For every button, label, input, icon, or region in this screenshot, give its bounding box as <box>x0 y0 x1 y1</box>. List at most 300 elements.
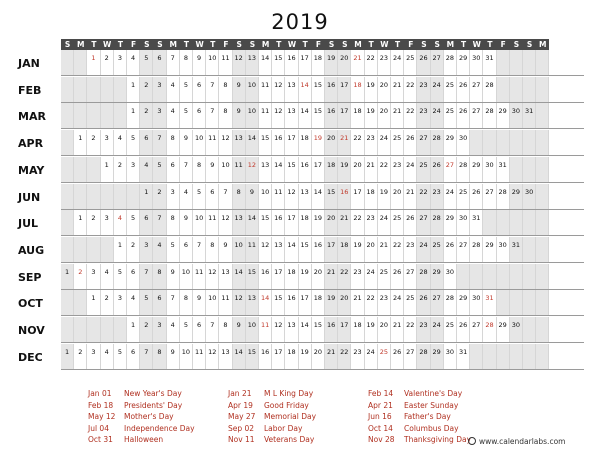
holiday-name: Presidents' Day <box>124 400 183 410</box>
day-cell: 5 <box>114 344 127 369</box>
day-cell: 26 <box>404 210 417 235</box>
day-cell: 3 <box>140 237 153 262</box>
month-label: OCT <box>18 297 43 311</box>
day-cell: 10 <box>193 210 206 235</box>
day-cell: 12 <box>233 50 246 75</box>
empty-cell <box>74 157 87 182</box>
day-cell: 20 <box>312 344 325 369</box>
weekday-header: M <box>444 39 457 50</box>
day-cell: 15 <box>259 210 272 235</box>
day-cell: 23 <box>404 237 417 262</box>
holiday-name: Thanksgiving Day <box>404 435 472 444</box>
day-cell: 14 <box>272 157 285 182</box>
day-cell: 8 <box>180 50 193 75</box>
day-cell: 28 <box>417 344 430 369</box>
day-cell: 8 <box>153 264 166 289</box>
empty-cell <box>536 344 549 369</box>
day-cell: 8 <box>167 210 180 235</box>
day-cell: 12 <box>246 157 259 182</box>
holiday-item <box>368 434 471 446</box>
weekday-header: T <box>299 39 312 50</box>
day-cell: 21 <box>391 103 404 128</box>
day-cell: 16 <box>299 157 312 182</box>
day-cell: 10 <box>233 237 246 262</box>
day-cell: 15 <box>272 50 285 75</box>
day-cell: 5 <box>114 264 127 289</box>
day-cell: 25 <box>404 50 417 75</box>
day-cell: 3 <box>153 103 166 128</box>
day-cell: 16 <box>312 237 325 262</box>
day-cell: 31 <box>497 157 510 182</box>
weekday-header: M <box>74 39 87 50</box>
day-cell: 13 <box>233 130 246 155</box>
month-label: JUN <box>18 190 41 204</box>
day-cell: 26 <box>417 290 430 315</box>
day-cell: 19 <box>312 130 325 155</box>
day-cell: 15 <box>312 103 325 128</box>
holiday-item <box>88 434 195 446</box>
day-cell: 12 <box>259 237 272 262</box>
weekday-header: S <box>523 39 536 50</box>
holiday-column-1 <box>88 388 195 446</box>
day-cell: 29 <box>444 210 457 235</box>
day-cell: 23 <box>378 50 391 75</box>
weekday-header: T <box>365 39 378 50</box>
day-cell: 21 <box>351 290 364 315</box>
weekday-header: W <box>193 39 206 50</box>
day-cell: 1 <box>87 50 100 75</box>
day-cell: 29 <box>431 344 444 369</box>
holiday-item <box>88 388 195 400</box>
row-divider <box>61 369 584 370</box>
day-cell: 13 <box>285 317 298 342</box>
day-cell: 9 <box>180 130 193 155</box>
day-cell: 19 <box>338 157 351 182</box>
day-cell: 22 <box>404 103 417 128</box>
holiday-name: Memorial Day <box>264 412 317 421</box>
day-cell: 11 <box>259 77 272 102</box>
day-cell: 11 <box>219 290 232 315</box>
day-cell: 1 <box>140 184 153 209</box>
day-cell: 22 <box>351 130 364 155</box>
weekday-header: S <box>417 39 430 50</box>
day-cell: 8 <box>153 344 166 369</box>
day-cell: 1 <box>127 317 140 342</box>
day-cell: 4 <box>140 157 153 182</box>
weekday-header: W <box>101 39 114 50</box>
empty-cell <box>87 77 100 102</box>
day-cell: 17 <box>299 50 312 75</box>
day-cell: 2 <box>140 103 153 128</box>
day-cell: 29 <box>444 130 457 155</box>
day-cell: 8 <box>193 157 206 182</box>
day-cell: 27 <box>404 264 417 289</box>
empty-cell <box>87 157 100 182</box>
day-cell: 7 <box>180 157 193 182</box>
day-cell: 16 <box>259 344 272 369</box>
day-cell: 29 <box>470 157 483 182</box>
day-cell: 19 <box>325 50 338 75</box>
holiday-date: Apr 19 <box>228 400 253 410</box>
day-cell: 24 <box>378 130 391 155</box>
weekday-header: F <box>127 39 140 50</box>
day-cell: 20 <box>378 77 391 102</box>
day-cell: 17 <box>285 210 298 235</box>
empty-cell <box>87 317 100 342</box>
day-cell: 19 <box>365 317 378 342</box>
empty-cell <box>74 77 87 102</box>
day-cell: 18 <box>299 210 312 235</box>
day-cell: 3 <box>87 344 100 369</box>
empty-cell <box>536 103 549 128</box>
day-cell: 27 <box>470 77 483 102</box>
empty-cell <box>536 290 549 315</box>
day-cell: 18 <box>338 237 351 262</box>
day-cell: 31 <box>457 344 470 369</box>
day-cell: 21 <box>338 130 351 155</box>
day-cell: 14 <box>259 290 272 315</box>
empty-cell <box>61 237 74 262</box>
day-cell: 19 <box>365 103 378 128</box>
day-cell: 20 <box>325 130 338 155</box>
day-cell: 28 <box>444 50 457 75</box>
empty-cell <box>87 237 100 262</box>
holiday-date: Jan 21 <box>228 389 252 398</box>
day-cell: 25 <box>391 210 404 235</box>
day-cell: 9 <box>193 50 206 75</box>
holiday-date: Jun 16 <box>368 412 392 421</box>
day-cell: 7 <box>167 290 180 315</box>
day-cell: 17 <box>338 103 351 128</box>
day-cell: 2 <box>114 157 127 182</box>
holiday-date: Oct 31 <box>88 435 113 444</box>
day-cell: 13 <box>285 103 298 128</box>
day-cell: 26 <box>431 157 444 182</box>
empty-cell <box>523 317 536 342</box>
empty-cell <box>61 103 74 128</box>
day-cell: 6 <box>127 344 140 369</box>
day-cell: 15 <box>299 237 312 262</box>
day-cell: 24 <box>444 184 457 209</box>
empty-cell <box>61 130 74 155</box>
day-cell: 17 <box>285 130 298 155</box>
day-cell: 29 <box>457 50 470 75</box>
holiday-date: Nov 11 <box>228 435 255 444</box>
day-cell: 10 <box>246 317 259 342</box>
day-cell: 29 <box>510 184 523 209</box>
day-cell: 27 <box>431 290 444 315</box>
day-cell: 29 <box>483 237 496 262</box>
day-cell: 12 <box>272 103 285 128</box>
holiday-date: Feb 14 <box>368 389 394 398</box>
month-label: SEP <box>18 270 42 284</box>
day-cell: 28 <box>470 237 483 262</box>
day-cell: 1 <box>101 157 114 182</box>
empty-cell <box>523 237 536 262</box>
day-cell: 4 <box>167 317 180 342</box>
day-cell: 6 <box>193 103 206 128</box>
day-cell: 23 <box>431 184 444 209</box>
empty-cell <box>483 264 496 289</box>
day-cell: 27 <box>444 157 457 182</box>
day-cell: 3 <box>153 317 166 342</box>
day-cell: 4 <box>101 344 114 369</box>
day-cell: 20 <box>312 264 325 289</box>
day-cell: 19 <box>351 237 364 262</box>
day-cell: 1 <box>61 344 74 369</box>
holiday-item <box>228 400 316 412</box>
weekday-header: W <box>470 39 483 50</box>
day-cell: 1 <box>127 77 140 102</box>
holiday-name: Mother's Day <box>124 412 174 421</box>
empty-cell <box>101 317 114 342</box>
weekday-header: T <box>114 39 127 50</box>
day-cell: 21 <box>325 344 338 369</box>
day-cell: 11 <box>272 184 285 209</box>
empty-cell <box>74 237 87 262</box>
holiday-name: Good Friday <box>264 400 309 410</box>
day-cell: 7 <box>167 50 180 75</box>
day-cell: 11 <box>259 103 272 128</box>
empty-cell <box>536 130 549 155</box>
day-cell: 16 <box>325 103 338 128</box>
day-cell: 26 <box>391 344 404 369</box>
day-cell: 8 <box>233 184 246 209</box>
day-cell: 22 <box>351 210 364 235</box>
day-cell: 13 <box>219 264 232 289</box>
day-cell: 3 <box>87 264 100 289</box>
day-cell: 30 <box>444 344 457 369</box>
day-cell: 11 <box>233 157 246 182</box>
day-cell: 2 <box>153 184 166 209</box>
day-cell: 9 <box>246 184 259 209</box>
holiday-name: Easter Sunday <box>404 400 459 410</box>
day-cell: 6 <box>127 264 140 289</box>
day-cell: 24 <box>431 317 444 342</box>
weekday-header: T <box>483 39 496 50</box>
day-cell: 20 <box>378 317 391 342</box>
day-cell: 31 <box>523 103 536 128</box>
day-cell: 21 <box>378 237 391 262</box>
day-cell: 27 <box>417 130 430 155</box>
empty-cell <box>497 210 510 235</box>
holiday-name: Father's Day <box>404 412 451 421</box>
day-cell: 31 <box>510 237 523 262</box>
day-cell: 6 <box>206 184 219 209</box>
day-cell: 6 <box>153 50 166 75</box>
day-cell: 6 <box>180 237 193 262</box>
empty-cell <box>523 264 536 289</box>
empty-cell <box>61 210 74 235</box>
day-cell: 11 <box>193 344 206 369</box>
day-cell: 25 <box>378 344 391 369</box>
day-cell: 27 <box>470 103 483 128</box>
day-cell: 20 <box>325 210 338 235</box>
empty-cell <box>114 77 127 102</box>
weekday-header: S <box>140 39 153 50</box>
day-cell: 5 <box>180 317 193 342</box>
day-cell: 28 <box>444 290 457 315</box>
month-label: NOV <box>18 324 45 337</box>
holiday-item <box>88 423 195 435</box>
day-cell: 10 <box>246 77 259 102</box>
day-cell: 27 <box>431 50 444 75</box>
empty-cell <box>470 264 483 289</box>
day-cell: 10 <box>206 290 219 315</box>
day-cell: 24 <box>431 103 444 128</box>
empty-cell <box>536 184 549 209</box>
day-cell: 18 <box>285 344 298 369</box>
weekday-header: M <box>536 39 549 50</box>
day-cell: 13 <box>259 157 272 182</box>
day-cell: 24 <box>378 210 391 235</box>
day-cell: 2 <box>74 264 87 289</box>
weekday-header: F <box>497 39 510 50</box>
empty-cell <box>114 317 127 342</box>
day-cell: 18 <box>351 103 364 128</box>
day-cell: 1 <box>127 103 140 128</box>
empty-cell <box>74 290 87 315</box>
day-cell: 21 <box>351 50 364 75</box>
weekday-header: S <box>61 39 74 50</box>
empty-cell <box>61 77 74 102</box>
month-label: FEB <box>18 83 42 97</box>
empty-cell <box>101 103 114 128</box>
day-cell: 6 <box>153 290 166 315</box>
empty-cell <box>510 344 523 369</box>
day-cell: 30 <box>510 317 523 342</box>
day-cell: 14 <box>285 237 298 262</box>
day-cell: 6 <box>140 210 153 235</box>
day-cell: 23 <box>378 290 391 315</box>
empty-cell <box>523 210 536 235</box>
empty-cell <box>87 103 100 128</box>
day-cell: 9 <box>180 210 193 235</box>
holiday-date: Oct 14 <box>368 423 393 433</box>
day-cell: 4 <box>114 210 127 235</box>
empty-cell <box>497 77 510 102</box>
holiday-item <box>368 388 471 400</box>
day-cell: 9 <box>193 290 206 315</box>
day-cell: 5 <box>127 210 140 235</box>
empty-cell <box>483 344 496 369</box>
day-cell: 14 <box>312 184 325 209</box>
day-cell: 16 <box>325 77 338 102</box>
credit-text: www.calendarlabs.com <box>479 437 566 446</box>
day-cell: 16 <box>285 290 298 315</box>
empty-cell <box>510 264 523 289</box>
day-cell: 25 <box>444 77 457 102</box>
day-cell: 4 <box>167 77 180 102</box>
day-cell: 1 <box>74 210 87 235</box>
holiday-item <box>368 411 471 423</box>
day-cell: 7 <box>193 237 206 262</box>
day-cell: 14 <box>259 50 272 75</box>
day-cell: 26 <box>391 264 404 289</box>
day-cell: 12 <box>272 317 285 342</box>
day-cell: 27 <box>417 210 430 235</box>
day-cell: 1 <box>74 130 87 155</box>
day-cell: 3 <box>114 50 127 75</box>
day-cell: 2 <box>87 210 100 235</box>
day-cell: 26 <box>444 237 457 262</box>
day-cell: 28 <box>483 77 496 102</box>
holiday-name: Halloween <box>124 435 164 444</box>
day-cell: 15 <box>259 130 272 155</box>
day-cell: 17 <box>338 77 351 102</box>
day-cell: 9 <box>167 264 180 289</box>
day-cell: 28 <box>497 184 510 209</box>
day-cell: 22 <box>417 184 430 209</box>
day-cell: 20 <box>351 157 364 182</box>
holiday-name: M L King Day <box>264 389 314 398</box>
day-cell: 12 <box>206 344 219 369</box>
day-cell: 21 <box>325 264 338 289</box>
weekday-header: S <box>431 39 444 50</box>
weekday-header: S <box>338 39 351 50</box>
empty-cell <box>470 130 483 155</box>
day-cell: 12 <box>219 130 232 155</box>
day-cell: 30 <box>444 264 457 289</box>
day-cell: 21 <box>391 77 404 102</box>
empty-cell <box>510 130 523 155</box>
day-cell: 7 <box>206 317 219 342</box>
day-cell: 31 <box>483 50 496 75</box>
day-cell: 18 <box>365 184 378 209</box>
day-cell: 16 <box>259 264 272 289</box>
empty-cell <box>510 157 523 182</box>
day-cell: 22 <box>391 237 404 262</box>
day-cell: 2 <box>140 317 153 342</box>
weekday-header: W <box>378 39 391 50</box>
holiday-date: Jul 04 <box>88 423 109 433</box>
empty-cell <box>536 210 549 235</box>
day-cell: 26 <box>417 50 430 75</box>
day-cell: 30 <box>510 103 523 128</box>
empty-cell <box>470 344 483 369</box>
day-cell: 11 <box>219 50 232 75</box>
day-cell: 18 <box>325 157 338 182</box>
day-cell: 8 <box>219 103 232 128</box>
holiday-item <box>228 411 316 423</box>
month-label: JAN <box>18 57 40 70</box>
day-cell: 13 <box>272 237 285 262</box>
day-cell: 29 <box>431 264 444 289</box>
calendar-title: 2019 <box>271 10 329 34</box>
day-cell: 11 <box>193 264 206 289</box>
day-cell: 17 <box>312 157 325 182</box>
day-cell: 22 <box>338 264 351 289</box>
day-cell: 20 <box>391 184 404 209</box>
day-cell: 20 <box>338 50 351 75</box>
day-cell: 10 <box>259 184 272 209</box>
day-cell: 4 <box>127 50 140 75</box>
day-cell: 4 <box>180 184 193 209</box>
weekday-header: S <box>233 39 246 50</box>
day-cell: 2 <box>101 290 114 315</box>
day-cell: 28 <box>431 130 444 155</box>
day-cell: 10 <box>246 103 259 128</box>
day-cell: 9 <box>233 77 246 102</box>
day-cell: 26 <box>457 317 470 342</box>
day-cell: 30 <box>483 157 496 182</box>
day-cell: 26 <box>457 103 470 128</box>
day-cell: 24 <box>391 290 404 315</box>
day-cell: 5 <box>180 77 193 102</box>
day-cell: 4 <box>153 237 166 262</box>
empty-cell <box>114 184 127 209</box>
day-cell: 14 <box>299 103 312 128</box>
